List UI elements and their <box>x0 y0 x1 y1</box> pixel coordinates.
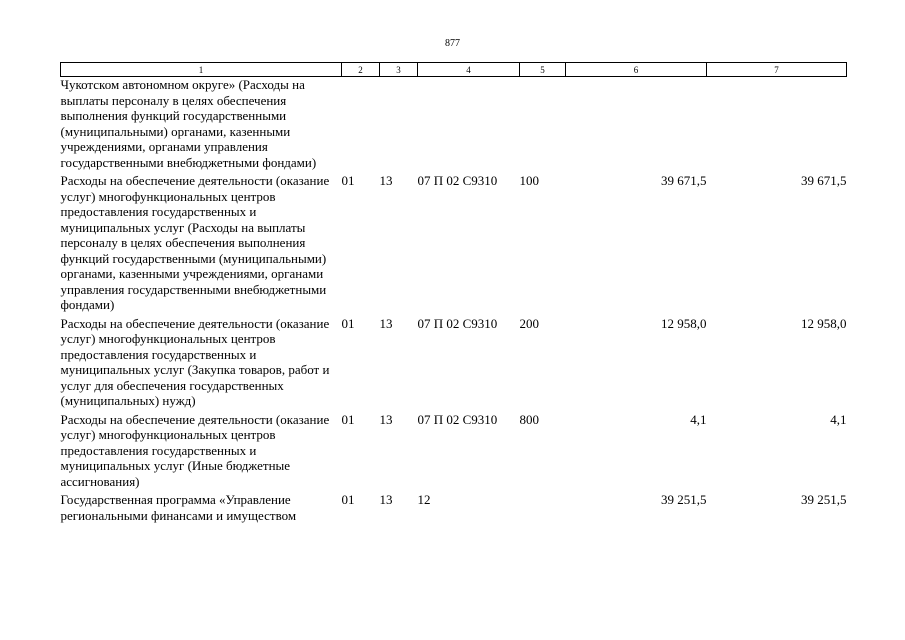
row-name: Чукотском автономном округе» (Расходы на выплаты персоналу в целях обеспечения выполнения функций государственными (муниципальными) органами, казенными учреждениями, органами управления государственными внебюджетными фондами) <box>60 77 317 170</box>
column-header-section: 2 <box>342 63 380 77</box>
row-amount-1: 12 958,0 <box>661 315 707 331</box>
row-target: 07 П 02 С9310 <box>417 173 498 188</box>
row-amount-2: 39 251,5 <box>801 492 847 507</box>
row-target: 12 <box>417 492 431 507</box>
row-expense-type: 200 <box>519 315 539 331</box>
row-amount-1: 39 671,5 <box>661 173 707 188</box>
column-header-target: 4 <box>418 63 520 77</box>
row-subsection <box>380 77 418 174</box>
table-row <box>61 173 847 316</box>
table-row <box>61 316 847 412</box>
column-number-row <box>61 63 847 77</box>
row-amount-1: 39 251,5 <box>661 492 707 507</box>
row-target <box>418 77 520 174</box>
row-amount-2: 12 958,0 <box>801 315 847 331</box>
column-header-subsection: 3 <box>380 63 418 77</box>
row-expense-type: 100 <box>519 173 539 188</box>
table-header <box>61 63 847 77</box>
table-body <box>61 77 847 527</box>
table-row <box>61 412 847 493</box>
row-name: Расходы на обеспечение деятельности (оказание услуг) многофункциональных центров предоставления государственных и муниципальных услуг (Иные бюджетные ассигнования) <box>60 411 330 489</box>
row-section: 01 <box>341 492 355 507</box>
row-expense-type <box>520 492 566 526</box>
table-row <box>61 77 847 174</box>
page-number: 877 <box>445 38 460 49</box>
row-target: 07 П 02 С9310 <box>417 315 498 331</box>
column-header-expense-type: 5 <box>520 63 566 77</box>
row-expense-type <box>520 77 566 174</box>
column-header-amount-1: 6 <box>566 63 707 77</box>
row-amount-1: 4,1 <box>690 411 707 427</box>
row-name: Расходы на обеспечение деятельности (оказание услуг) многофункциональных центров предоставления государственных и муниципальных услуг (Закупка товаров, работ и услуг для обеспечения государственных (муниципальных) нужд) <box>60 315 330 408</box>
row-amount-2 <box>707 77 847 174</box>
row-section: 01 <box>341 173 355 188</box>
column-header-amount-2: 7 <box>707 63 847 77</box>
row-name: Расходы на обеспечение деятельности (оказание услуг) многофункциональных центров предоставления государственных и муниципальных услуг (Расходы на выплаты персоналу в целях обеспечения выполнения функций государственными (муниципальными) органами, казенными учреждениями, органами управления государственными внебюджетными фондами) <box>60 173 330 312</box>
row-subsection: 13 <box>379 173 393 188</box>
row-name: Государственная программа «Управление региональными финансами и имуществом <box>60 492 297 523</box>
row-subsection: 13 <box>379 492 393 507</box>
row-amount-1 <box>566 77 707 174</box>
column-header-name: 1 <box>61 63 342 77</box>
row-section <box>342 77 380 174</box>
row-target: 07 П 02 С9310 <box>417 411 498 427</box>
row-amount-2: 39 671,5 <box>801 173 847 188</box>
row-section: 01 <box>341 315 355 331</box>
budget-table <box>60 62 847 526</box>
row-subsection: 13 <box>379 315 393 331</box>
row-expense-type: 800 <box>519 411 539 427</box>
table-row <box>61 492 847 526</box>
row-amount-2: 4,1 <box>830 411 847 427</box>
row-section: 01 <box>341 411 355 427</box>
row-subsection: 13 <box>379 411 393 427</box>
